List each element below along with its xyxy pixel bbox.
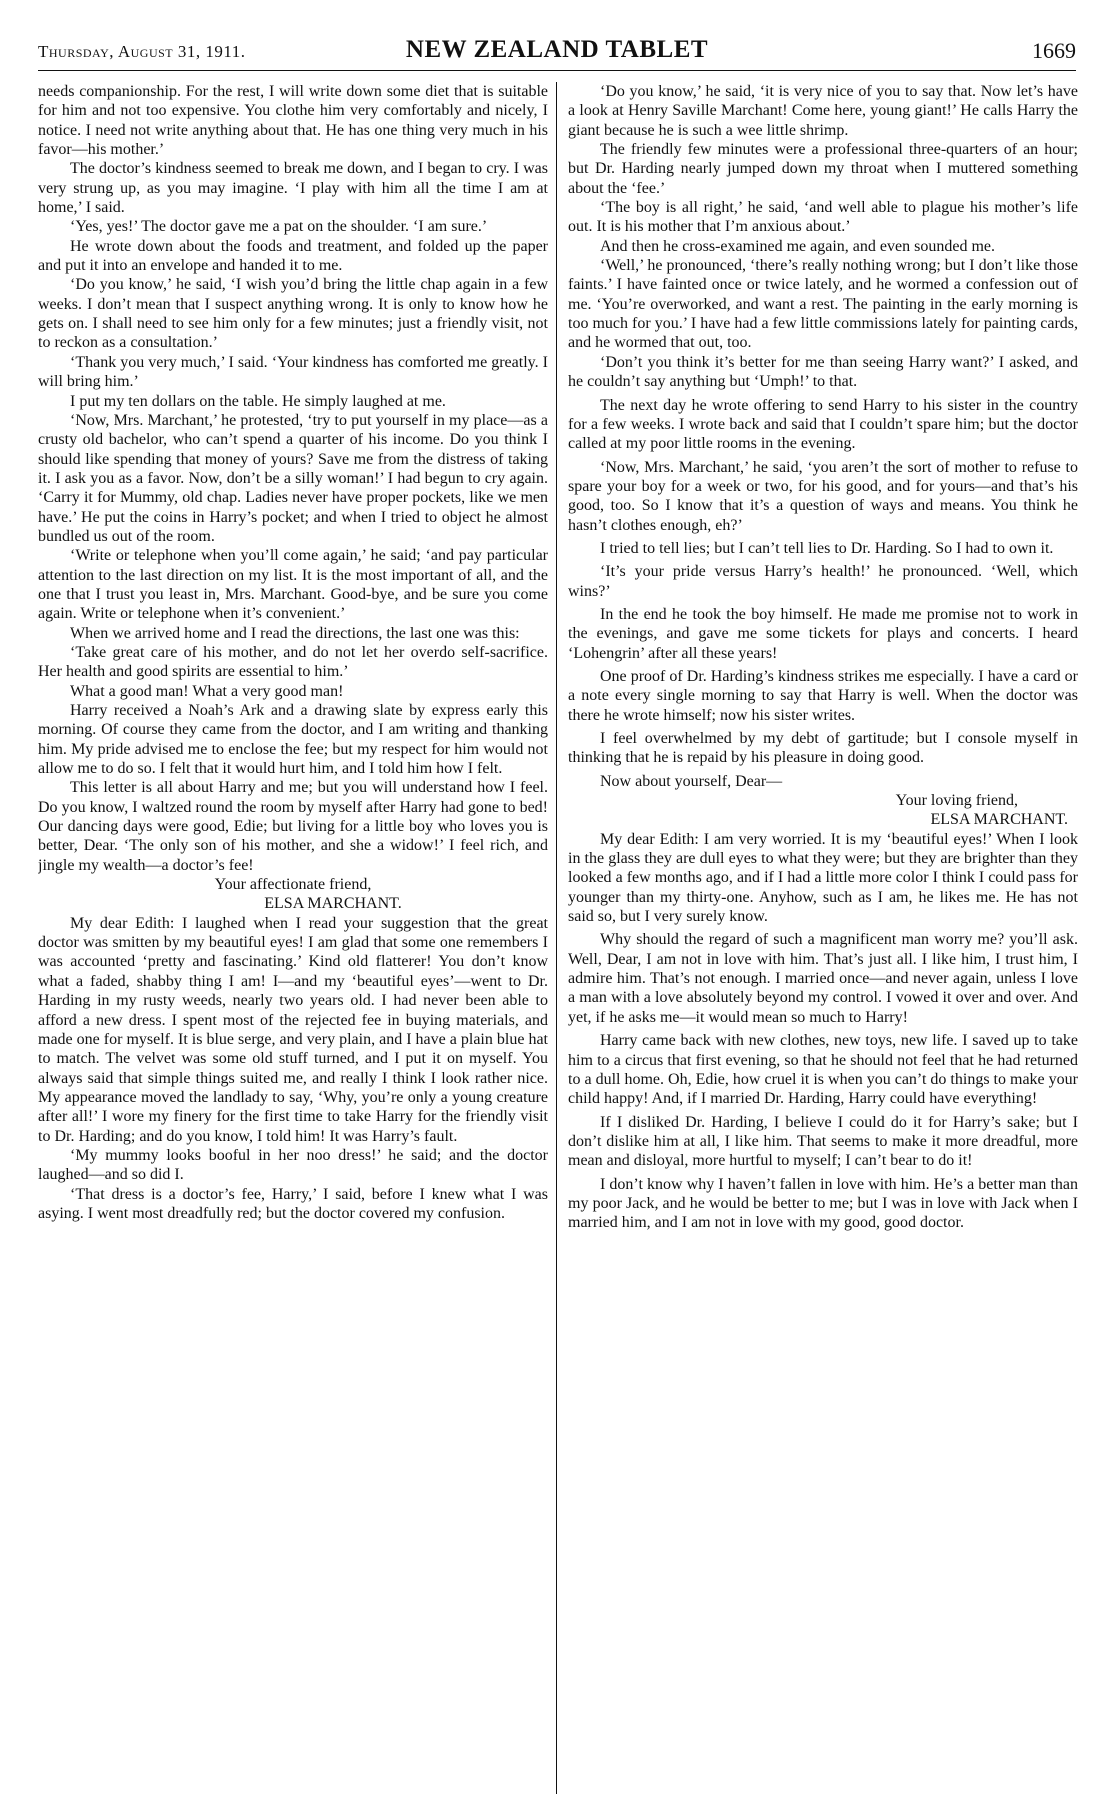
paragraph: ‘Well,’ he pronounced, ‘there’s really nothing wrong; but I don’t like those faints.’ I have fainted once or twice lately, and he wormed a confession out of me. ‘You’re overworked, and want a rest. The painting in the early morning is too much for you.’ I have had a few little commissions lately for painting cards, and he wormed that out, too. [568,257,1078,352]
paragraph: ‘It’s your pride versus Harry’s health!’ he pronounced. ‘Well, which wins?’ [568,563,1078,600]
paragraph: This letter is all about Harry and me; but you will understand how I feel. Do you know, I waltzed round the room by myself after Harry had gone to bed! Our dancing days were good, Edie; but living for a little boy who loves you is better, Dear. ‘The only son of his mother, and she a widow!’ I feel rich, and jingle my wealth—a doctor’s fee! [38,779,548,874]
paragraph: needs companionship. For the rest, I will write down some diet that is suitable for him and not too expensive. You clothe him very comfortably and nicely, I notice. I need not write anything about that. He has one thing very much in his favor—his mother.’ [38,83,548,159]
paragraph: In the end he took the boy himself. He made me promise not to work in the evenings, and gave me some tickets for plays and concerts. I heard ‘Lohengrin’ after all these years! [568,605,1078,662]
page-header [38,36,1076,71]
paragraph: ‘Yes, yes!’ The doctor gave me a pat on the shoulder. ‘I am sure.’ [70,218,488,236]
paragraph: I don’t know why I haven’t fallen in love with him. He’s a better man than my poor Jack, and he would be better to me; but I was in love with Jack when I married him, and I am not in love with my good, good doctor. [568,1175,1078,1232]
paragraph: I feel overwhelmed by my debt of gartitude; but I console myself in thinking that he is repaid by his pleasure in doing good. [568,730,1078,767]
paragraph: ‘Do you know,’ he said, ‘it is very nice of you to say that. Now let’s have a look at Henry Saville Marchant! Come here, young giant!’ He calls Harry the giant because he is such a wee little shrimp. [568,83,1078,139]
paragraph: One proof of Dr. Harding’s kindness strikes me especially. I have a card or a note every single morning to say that Harry is well. When the doctor was there he wrote himself; now his sister writes. [568,667,1078,724]
paragraph: ‘Take great care of his mother, and do not let her overdo self-sacrifice. Her health and good spirits are essential to him.’ [38,643,548,681]
paragraph: ‘The boy is all right,’ he said, ‘and well able to plague his mother’s life out. It is his mother that I’m anxious about.’ [568,199,1078,236]
paragraph: ‘Write or telephone when you’ll come again,’ he said; ‘and pay particular attention to the last direction on my list. It is the most important of all, and the one that I trust you least in, Mrs. Marchant. Good-bye, and be sure you come again. Write or telephone when it’s convenient.’ [38,547,548,623]
paragraph: Now about yourself, Dear— [600,772,783,790]
paragraph: ‘Now, Mrs. Marchant,’ he said, ‘you aren’t the sort of mother to refuse to spare your boy for a week or two, for his good, and for yours—and that’s his good, too. So I know that it’s a question of ways and means. You think he hasn’t clothes enough, eh?’ [568,458,1078,534]
paragraph: The friendly few minutes were a professional three-quarters of an hour; but Dr. Harding nearly jumped down my throat when I muttered something about the ‘fee.’ [568,141,1078,197]
page-number: 1669 [1032,38,1076,63]
paragraph: He wrote down about the foods and treatment, and folded up the paper and put it into an envelope and handed it to me. [38,237,548,275]
letter-signature: ELSA MARCHANT. [930,811,1068,829]
paragraph: ‘Do you know,’ he said, ‘I wish you’d bring the little chap again in a few weeks. I don’t mean that I suspect anything wrong. It is only to know how he gets on. I shall need to see him only for a few minutes; just a friendly visit, not to reckon as a consultation.’ [38,276,548,352]
paragraph: ‘Don’t you think it’s better for me than seeing Harry want?’ I asked, and he couldn’t say anything but ‘Umph!’ to that. [568,353,1078,391]
paragraph: ‘That dress is a doctor’s fee, Harry,’ I said, before I knew what I was asying. I went most dreadfully red; but the doctor covered my confusion. [38,1185,548,1222]
issue-date: Thursday, August 31, 1911. [38,42,246,61]
paragraph: Harry received a Noah’s Ark and a drawing slate by express early this morning. Of course they came from the doctor, and I am writing and thanking him. My pride advised me to enclose the fee; but my respect for him would not allow me to do so. I felt that it would hurt him, and I told him how I felt. [38,702,548,778]
right-column [568,82,1078,1797]
paragraph: My dear Edith: I laughed when I read your suggestion that the great doctor was smitten by my beautiful eyes! I am glad that some one remembers I was accounted ‘pretty and fascinating.’ Kind old flatterer! You don’t know what a faded, shabby thing I am! I—and my ‘beautiful eyes’—went to Dr. Harding in my rusty weeds, nearly two years old. I had never been able to afford a new dress. I spent most of the rejected fee in buying materials, and made one for myself. It is blue serge, and very plain, and I have a plain blue hat to match. The velvet was some old stuff turned, and I put it on myself. You always said that simple things suited me, and really I think I look rather nice. My appearance moved the landlady to say, ‘Why, you’re only a young creature after all!’ I wore my finery for the first time to take Harry for the friendly visit to Dr. Harding; and do you know, I told him! It was Harry’s fault. [38,914,548,1145]
paragraph: What a good man! What a very good man! [70,682,344,700]
paragraph: When we arrived home and I read the directions, the last one was this: [70,624,520,642]
paragraph: I put my ten dollars on the table. He simply laughed at me. [70,392,446,410]
paragraph: The next day he wrote offering to send Harry to his sister in the country for a few weeks. I wrote back and said that I couldn’t spare him; but the doctor called at my poor little rooms in the evening. [568,396,1078,453]
paragraph: And then he cross-examined me again, and even sounded me. [600,237,995,255]
left-column [38,82,548,1797]
letter-closing: Your loving friend, [895,792,1018,810]
paragraph: ‘Now, Mrs. Marchant,’ he protested, ‘try to put yourself in my place—as a crusty old bachelor, who can’t spend a quarter of his income. Do you think I should like spending that money of yours? Save me from the distress of taking it. I ask you as a favor. Now, don’t be a silly woman!’ I had begun to cry again. ‘Carry it for Mummy, old chap. Ladies never have proper pockets, like we men have.’ He put the coins in Harry’s pocket; and when I tried to object he almost bundled us out of the room. [38,411,548,545]
paragraph: ‘Thank you very much,’ I said. ‘Your kindness has comforted me greatly. I will bring him.’ [38,353,548,391]
column-rule [556,82,557,1794]
publication-title: NEW ZEALAND TABLET [405,36,709,63]
paragraph: The doctor’s kindness seemed to break me down, and I began to cry. I was very strung up, as you may imagine. ‘I play with him all the time I am at home,’ I said. [38,160,548,217]
letter-signature: ELSA MARCHANT. [264,895,402,913]
paragraph: Why should the regard of such a magnificent man worry me? you’ll ask. Well, Dear, I am not in love with him. That’s just all. I like him, I trust him, I admire him. That’s not enough. I married once—and never again, unless I love a man with a love absolutely beyond my control. I vowed it over and over. And yet, if he asks me—it would mean so much to Harry! [568,931,1078,1026]
paragraph: If I disliked Dr. Harding, I believe I could do it for Harry’s sake; but I don’t dislike him at all, I like him. That seems to make it more dreadful, more mean and disloyal, more hurtful to myself; I can’t bear to do it! [568,1113,1078,1170]
paragraph: Harry came back with new clothes, new toys, new life. I saved up to take him to a circus that first evening, so that he should not feel that he had returned to a dull home. Oh, Edie, how cruel it is when you can’t do things to make your child happy! And, if I married Dr. Harding, Harry could have everything! [568,1032,1078,1108]
paragraph: I tried to tell lies; but I can’t tell lies to Dr. Harding. So I had to own it. [600,539,1054,557]
paragraph: My dear Edith: I am very worried. It is my ‘beautiful eyes!’ When I look in the glass they are dull eyes to what they were; but they are brighter than they looked a few months ago, and if I had a little more color I think I could pass for younger than my thirty-one. Anyhow, such as I am, he likes me. He has not said so, but I very surely know. [568,830,1078,926]
paragraph: ‘My mummy looks booful in her noo dress!’ he said; and the doctor laughed—and so did I. [38,1146,548,1184]
letter-closing: Your affectionate friend, [214,876,372,894]
